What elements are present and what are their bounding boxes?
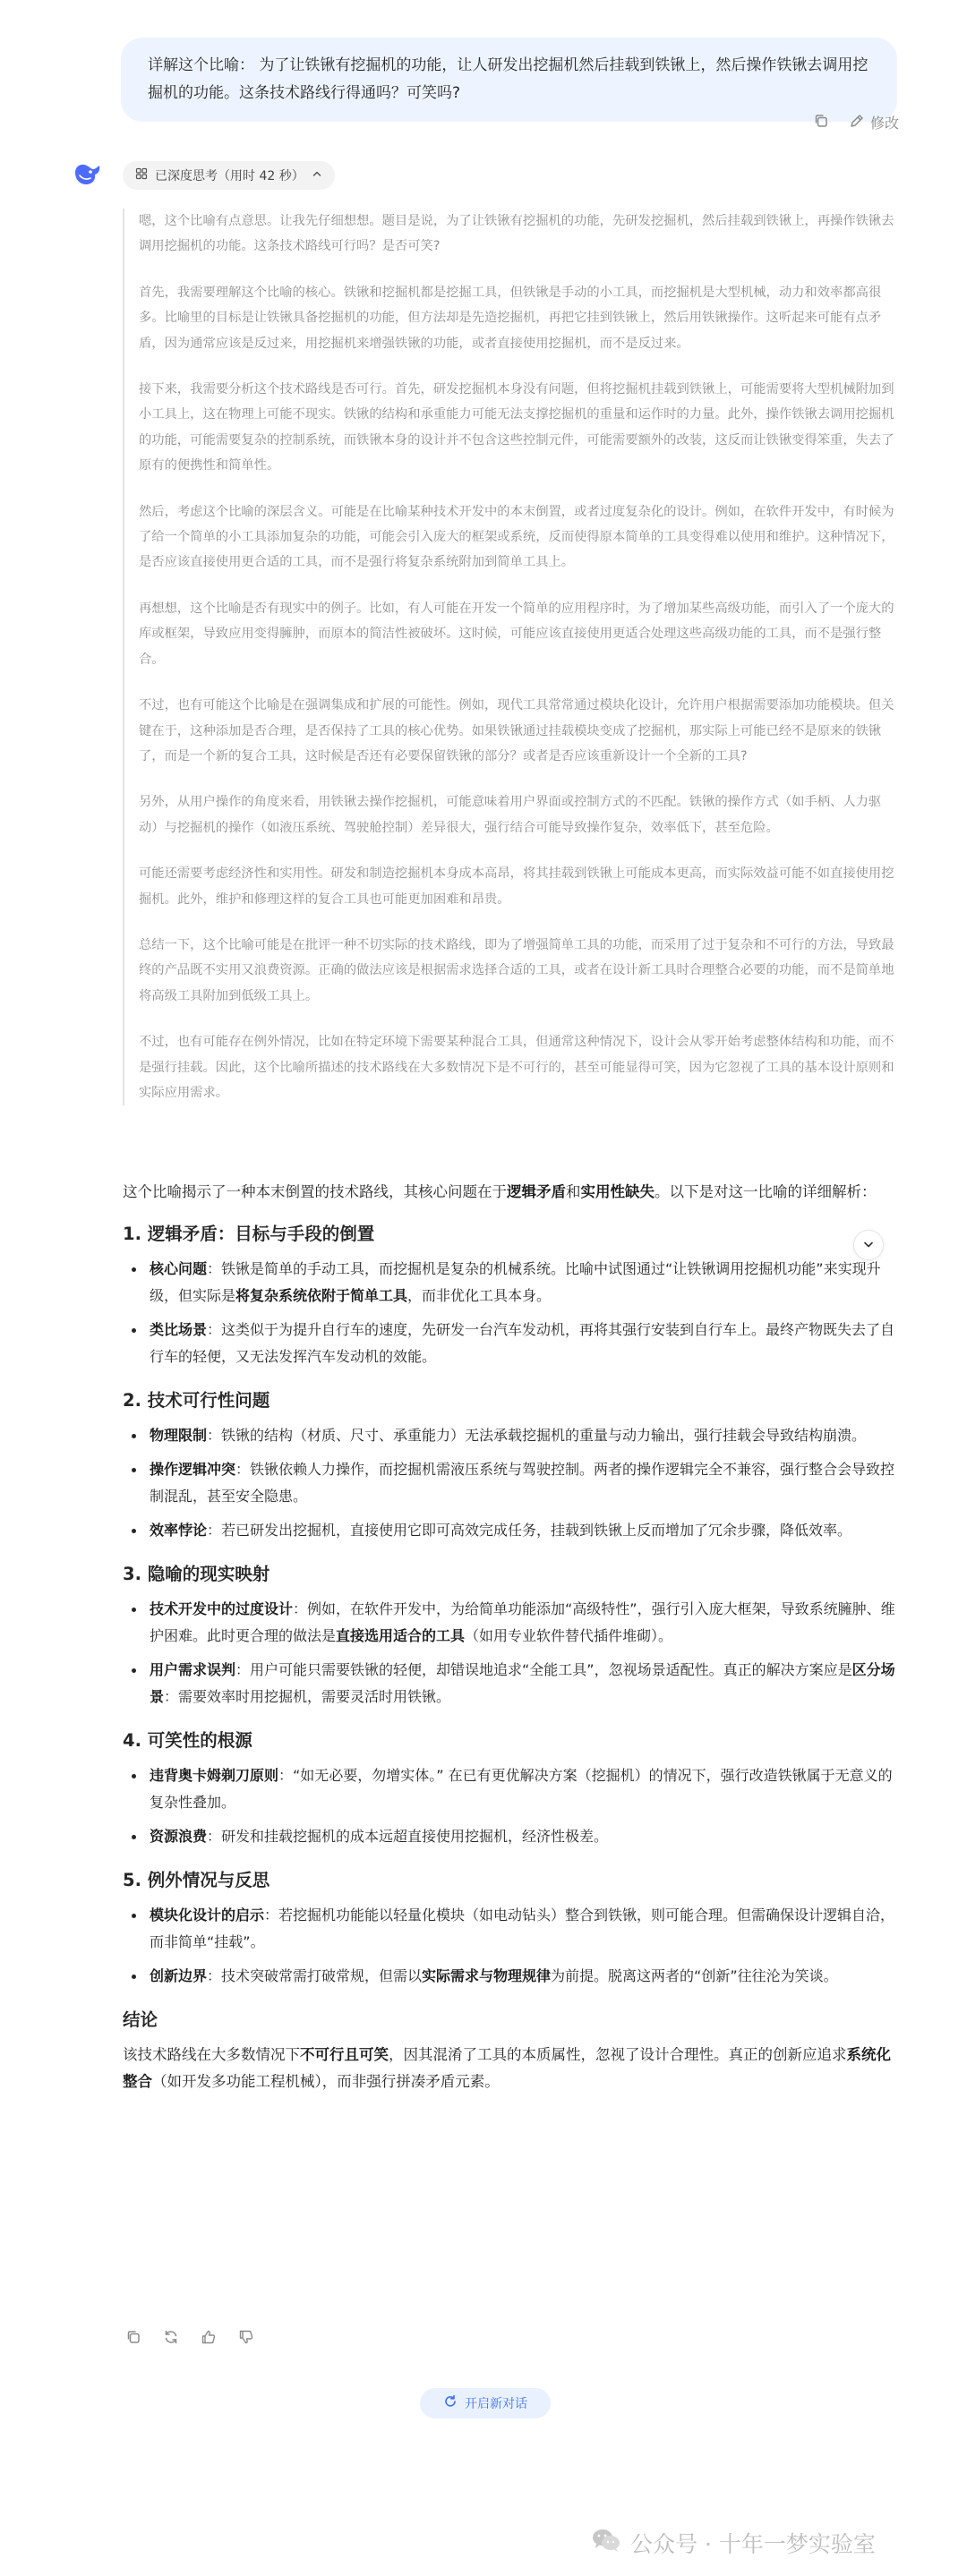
message-actions [813,112,899,132]
bullet-list [123,1596,900,1710]
thinking-paragraph: 嗯，这个比喻有点意思。让我先仔细想想。题目是说，为了让铁锹有挖掘机的功能，先研发挖掘机，然后挂载到铁锹上，再操作铁锹去调用挖掘机的功能。这条技术路线可行吗？是否可笑? [139,214,894,254]
bullet-bold: 实际需求与物理规律 [422,1967,552,1984]
thinking-paragraph: 再想想，这个比喻是否有现实中的例子。比如，有人可能在开发一个简单的应用程序时，为了增加某些高级功能，而引入了一个庞大的库或框架，导致应用变得臃肿，而原本的简洁性被破坏。这时候，可能应该直接使用更适合处理这些高级功能的工具，而不是强行整合。 [139,601,894,667]
bullet-title: 用户需求误判 [150,1661,236,1678]
thinking-content [123,209,894,1105]
copy-icon [125,2329,141,2345]
section-heading: 4. 可笑性的根源 [123,1730,252,1751]
conclusion-text [123,2042,900,2095]
list-item [123,1963,900,1990]
copy-icon [813,113,829,132]
thinking-paragraph: 然后，考虑这个比喻的深层含义。可能是在比喻某种技术开发中的本末倒置，或者过度复杂化的设计。例如，在软件开发中，有时候为了给一个简单的小工具添加复杂的功能，可能会引入庞大的框架或系统，反而使得原本简单的工具变得难以使用和维护。这种情况下，是否应该直接使用更合适的工具，而不是强行将复杂系统附加到简单工具上。 [139,504,894,570]
chevron-up-icon [312,168,322,183]
thinking-toggle[interactable] [123,161,335,190]
scroll-down-button[interactable] [853,1230,884,1260]
bullet-text: （如用专业软件替代插件堆砌）。 [465,1627,673,1644]
section-heading: 5. 例外情况与反思 [123,1870,270,1890]
bullet-text: 为前提。脱离这两者的“创新”往往沦为笑谈。 [551,1967,838,1984]
bullet-title: 资源浪费 [150,1828,208,1845]
bullet-list [123,1902,900,1990]
list-item [123,1317,900,1370]
refresh-icon [163,2329,179,2345]
bullet-text: ：需要效率时用挖掘机，需要灵活时用铁锹。 [164,1688,451,1705]
intro-text: 这个比喻揭示了一种本末倒置的技术路线，其核心问题在于 [123,1183,507,1200]
user-message-text: 详解这个比喻： 为了让铁锹有挖掘机的功能，让人研发出挖掘机然后挂载到铁锹上，然后操作铁锹去调用挖掘机的功能。这条技术路线行得通吗？可笑吗? [148,56,869,102]
conclusion-bold: 不可行且可笑 [300,2046,389,2063]
bullet-title: 类比场景 [150,1321,208,1338]
edit-icon [849,113,865,132]
bullet-title: 效率悖论 [150,1522,208,1539]
intro-text: 。以下是对这一比喻的详细解析： [655,1183,877,1200]
bullet-title: 技术开发中的过度设计 [150,1600,294,1617]
bullet-text: ：用户可能只需要铁锹的轻便，却错误地追求“全能工具”，忽视场景适配性。真正的解决方案应是 [235,1661,852,1678]
bullet-text: ：铁锹是简单的手动工具，而挖掘机是复杂的机械系统。比喻中试图通过“让铁锹调用挖掘机功能”来实现升级，但实际是 [150,1260,881,1304]
thinking-paragraph: 不过，也有可能这个比喻是在强调集成和扩展的可能性。例如，现代工具常常通过模块化设计，允许用户根据需要添加功能模块。但关键在于，这种添加是否合理，是否保持了工具的核心优势。如果铁锹通过挂载模块变成了挖掘机，那实际上可能已经不是原来的铁锹了，而是一个新的复合工具，这时候是否还有必要保留铁锹的部分？或者是否应该重新设计一个全新的工具? [139,698,894,763]
answer-actions [124,2327,256,2347]
conclusion-part: 该技术路线在大多数情况下 [123,2046,300,2063]
section-heading: 2. 技术可行性问题 [123,1390,270,1411]
list-item [123,1596,900,1650]
assistant-answer [123,1179,900,2095]
thinking-toggle-label: 已深度思考（用时 42 秒） [155,169,304,183]
copy-answer-button[interactable] [124,2327,143,2347]
conclusion-part: ，因其混淆了工具的本质属性，忽视了设计合理性。真正的创新应追求 [389,2046,847,2063]
edit-label: 修改 [869,115,899,132]
list-item [123,1517,900,1544]
watermark-text: 公众号 · 十年一梦实验室 [630,2531,876,2557]
bullet-text: ：若已研发出挖掘机，直接使用它即可高效完成任务，挂载到铁锹上反而增加了冗余步骤，降低效率。 [207,1522,852,1539]
new-chat-button[interactable] [420,2388,551,2418]
user-message-bubble [121,38,897,122]
thinking-paragraph: 接下来，我需要分析这个技术路线是否可行。首先，研发挖掘机本身没有问题，但将挖掘机挂载到铁锹上，可能需要将大型机械附加到小工具上，这在物理上可能不现实。铁锹的结构和承重能力可能无法支撑挖掘机的重量和运作时的力量。此外，操作铁锹去调用挖掘机的功能，可能需要复杂的控制系统，而铁锹本身的设计并不包含这些控制元件，可能需要额外的改装，这反而让铁锹变得笨重，失去了原有的便携性和简单性。 [139,382,894,473]
bullet-title: 核心问题 [150,1260,208,1277]
regenerate-button[interactable] [161,2327,181,2347]
deepseek-logo-icon [72,158,104,190]
bullet-title: 违背奥卡姆剃刀原则 [150,1767,279,1784]
list-item [123,1823,900,1850]
thumbs-up-icon [201,2329,217,2345]
thinking-paragraph: 另外，从用户操作的角度来看，用铁锹去操作挖掘机，可能意味着用户界面或控制方式的不匹配。铁锹的操作方式（如手柄、人力驱动）与挖掘机的操作（如液压系统、驾驶舱控制）差异很大，强行结合可能导致操作复杂，效率低下，甚至危险。 [139,795,882,835]
bullet-title: 物理限制 [150,1427,208,1444]
list-item [123,1456,900,1510]
bullet-text: ，而非优化工具本身。 [407,1287,552,1304]
new-chat-icon [443,2394,458,2412]
conclusion-part: （如开发多功能工程机械），而非强行拼凑矛盾元素。 [152,2073,500,2090]
chevron-down-icon [862,1237,875,1254]
bullet-title: 模块化设计的启示 [150,1906,265,1923]
section-heading: 3. 隐喻的现实映射 [123,1564,270,1584]
bullet-text: ：铁锹的结构（材质、尺寸、承重能力）无法承载挖掘机的重量与动力输出，强行挂载会导致结构崩溃。 [207,1427,867,1444]
intro-bold: 实用性缺失 [580,1183,655,1200]
list-item [123,1422,900,1449]
bullet-title: 操作逻辑冲突 [150,1461,236,1478]
section-heading: 1. 逻辑矛盾：目标与手段的倒置 [123,1224,375,1244]
bullet-text: ：例如，在软件开发中，为给简单功能添加“高级特性”，强行引入庞大框架，导致系统臃肿、维护困难。此时更合理的做法是 [150,1600,895,1644]
bullet-text: ：“如无必要，勿增实体。” 在已有更优解决方案（挖掘机）的情况下，强行改造铁锹属于无意义的复杂性叠加。 [150,1767,893,1811]
bullet-text: ：若挖掘机功能能以轻量化模块（如电动钻头）整合到铁锹，则可能合理。但需确保设计逻辑自洽，而非简单“挂载”。 [150,1906,895,1950]
bullet-bold: 区分场景 [150,1661,895,1705]
like-button[interactable] [199,2327,218,2347]
bullet-list [123,1762,900,1850]
bullet-bold: 直接选用适合的工具 [336,1627,466,1644]
wechat-icon [591,2527,621,2559]
copy-message-button[interactable] [813,113,829,132]
bullet-text: ：研发和挂载挖掘机的成本远超直接使用挖掘机，经济性极差。 [207,1828,609,1845]
watermark [591,2527,876,2559]
list-item [123,1657,900,1710]
bullet-title: 创新边界 [150,1967,208,1984]
list-item [123,1902,900,1956]
thumbs-down-icon [238,2329,254,2345]
bullet-text: ：这类似于为提升自行车的速度，先研发一台汽车发动机，再将其强行安装到自行车上。最终产物既失去了自行车的轻便，又无法发挥汽车发动机的效能。 [150,1321,895,1365]
bullet-list [123,1422,900,1544]
dislike-button[interactable] [236,2327,256,2347]
thinking-paragraph: 不过，也有可能存在例外情况，比如在特定环境下需要某种混合工具，但通常这种情况下，设计会从零开始考虑整体结构和功能，而不是强行挂载。因此，这个比喻所描述的技术路线在大多数情况下是不可行的，甚至可能显得可笑，因为它忽视了工具的基本设计原则和实际应用需求。 [139,1035,894,1100]
conclusion-heading: 结论 [123,2009,158,2030]
bullet-text: ：铁锹依赖人力操作，而挖掘机需液压系统与驾驶控制。两者的操作逻辑完全不兼容，强行整合会导致控制混乱，甚至安全隐患。 [150,1461,895,1505]
bullet-text: ：技术突破常需打破常规，但需以 [207,1967,423,1984]
bullet-bold: 将复杂系统依附于简单工具 [235,1287,408,1304]
thinking-paragraph: 总结一下，这个比喻可能是在批评一种不切实际的技术路线，即为了增强简单工具的功能，而采用了过于复杂和不可行的方法，导致最终的产品既不实用又浪费资源。正确的做法应该是根据需求选择合适的工具，或者在设计新工具时合理整合必要的功能，而不是简单地将高级工具附加到低级工具上。 [139,937,894,1003]
thinking-paragraph: 首先，我需要理解这个比喻的核心。铁锹和挖掘机都是挖掘工具，但铁锹是手动的小工具，而挖掘机是大型机械，动力和效率都高很多。比喻里的目标是让铁锹具备挖掘机的功能，但方法却是先造挖掘机，再把它挂到铁锹上，然后用铁锹操作。这听起来可能有点矛盾，因为通常应该是反过来，用挖掘机来增强铁锹的功能，或者直接使用挖掘机，而不是反过来。 [139,285,882,351]
answer-intro [123,1179,900,1206]
intro-text: 和 [566,1183,581,1200]
thinking-paragraph: 可能还需要考虑经济性和实用性。研发和制造挖掘机本身成本高昂，将其挂载到铁锹上可能成本更高，而实际效益可能不如直接使用挖掘机。此外，维护和修理这样的复合工具也可能更加困难和昂贵。 [139,866,894,907]
list-item [123,1256,900,1309]
intro-bold: 逻辑矛盾 [507,1183,566,1200]
think-icon [135,167,148,183]
new-chat-label: 开启新对话 [465,2397,527,2411]
bullet-list [123,1256,900,1370]
edit-message-button[interactable] [849,112,899,132]
list-item [123,1762,900,1816]
conclusion-bold: 系统化整合 [123,2046,891,2090]
